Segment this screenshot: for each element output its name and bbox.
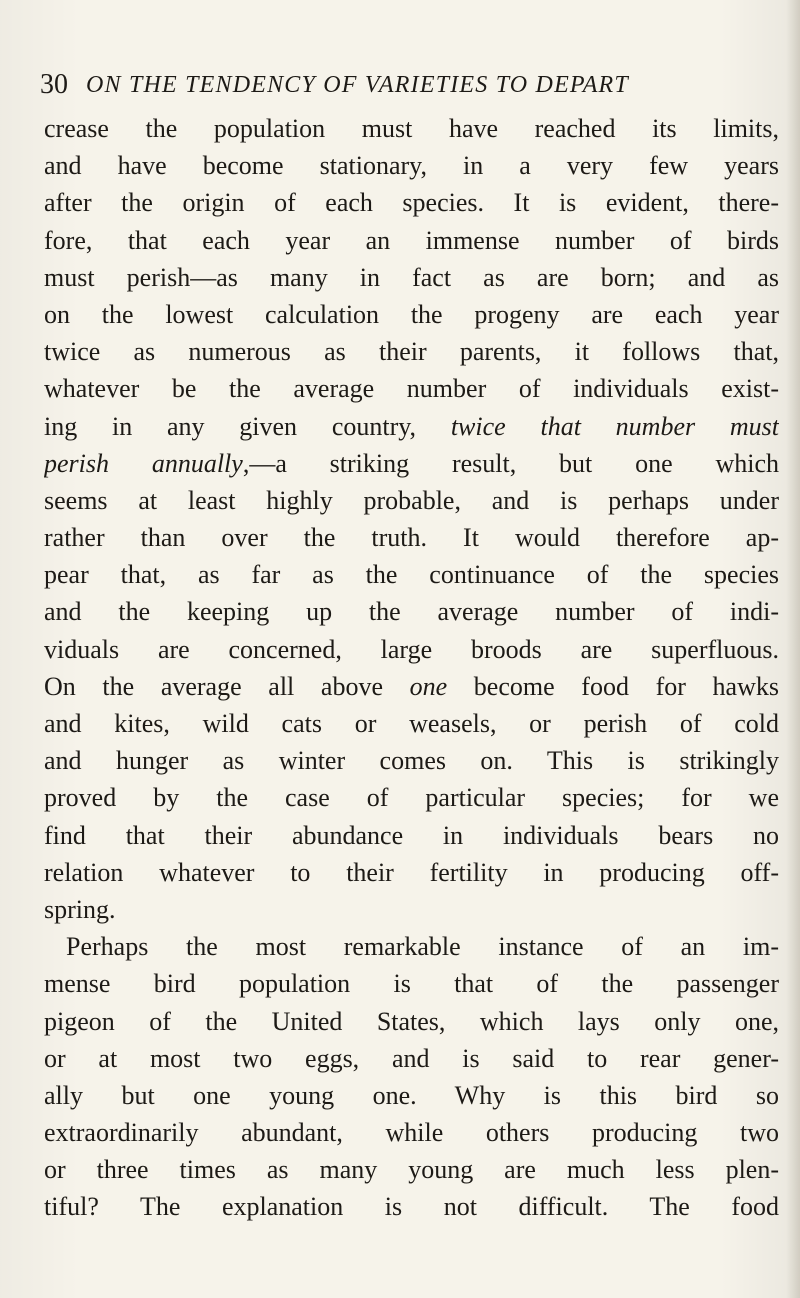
text-line-21: relation whatever to their fertility in producing off-	[44, 857, 779, 887]
body-text	[44, 110, 779, 1226]
text-line-11: seems at least highly probable, and is perhaps under	[44, 485, 779, 515]
text-line-10-roman: ,—a striking result, but one which	[242, 448, 779, 478]
text-line-09	[44, 408, 779, 445]
text-line-16-roman-b: become food for hawks	[447, 671, 779, 701]
text-line-16-italic: one	[409, 671, 448, 701]
text-line-06: on the lowest calculation the progeny are each year	[44, 299, 779, 329]
text-line-16-roman-a: On the average all above	[44, 671, 410, 701]
text-line-28: extraordinarily abundant, while others producing two	[44, 1118, 779, 1148]
text-line-12: rather than over the truth. It would therefore ap-	[44, 523, 779, 553]
text-line-25: pigeon of the United States, which lays only one,	[44, 1006, 779, 1036]
text-line-23: Perhaps the most remarkable instance of an im-	[66, 932, 779, 962]
text-line-02: and have become stationary, in a very few years	[44, 151, 779, 181]
running-title: ON THE TENDENCY OF VARIETIES TO DEPART	[86, 72, 629, 98]
text-line-27: ally but one young one. Why is this bird so	[44, 1080, 779, 1110]
text-line-14: and the keeping up the average number of indi-	[44, 597, 779, 627]
text-line-30: tiful? The explanation is not difficult. The food	[44, 1192, 779, 1222]
text-line-05: must perish—as many in fact as are born; and as	[44, 262, 779, 292]
text-line-15: viduals are concerned, large broods are superfluous.	[44, 634, 779, 664]
text-line-16	[44, 668, 779, 705]
text-line-26: or at most two eggs, and is said to rear gener-	[44, 1043, 779, 1073]
text-line-24: mense bird population is that of the passenger	[44, 969, 779, 999]
text-line-10	[44, 445, 779, 482]
text-line-01: crease the population must have reached its limits,	[44, 114, 779, 143]
text-line-04: fore, that each year an immense number of birds	[44, 225, 779, 255]
text-line-19: proved by the case of particular species; for we	[44, 783, 779, 813]
text-line-09-italic: twice that number must	[450, 411, 779, 441]
text-line-29: or three times as many young are much less plen-	[44, 1155, 779, 1185]
text-line-09-roman: ing in any given country,	[44, 411, 451, 441]
text-line-17: and kites, wild cats or weasels, or perish of cold	[44, 709, 779, 738]
text-line-03: after the origin of each species. It is evident, there-	[44, 188, 779, 218]
text-line-22: spring.	[44, 894, 116, 924]
page-number: 30	[40, 69, 68, 100]
text-line-07: twice as numerous as their parents, it follows that,	[44, 337, 779, 367]
text-line-20: find that their abundance in individuals bears no	[44, 820, 779, 850]
text-line-10-italic: perish annually	[44, 448, 243, 478]
text-line-18: and hunger as winter comes on. This is strikingly	[44, 746, 779, 776]
running-head	[40, 68, 740, 102]
text-line-08: whatever be the average number of individuals exist-	[44, 374, 779, 404]
page-edge-shadow	[786, 0, 800, 1298]
text-line-13: pear that, as far as the continuance of the species	[44, 560, 779, 590]
